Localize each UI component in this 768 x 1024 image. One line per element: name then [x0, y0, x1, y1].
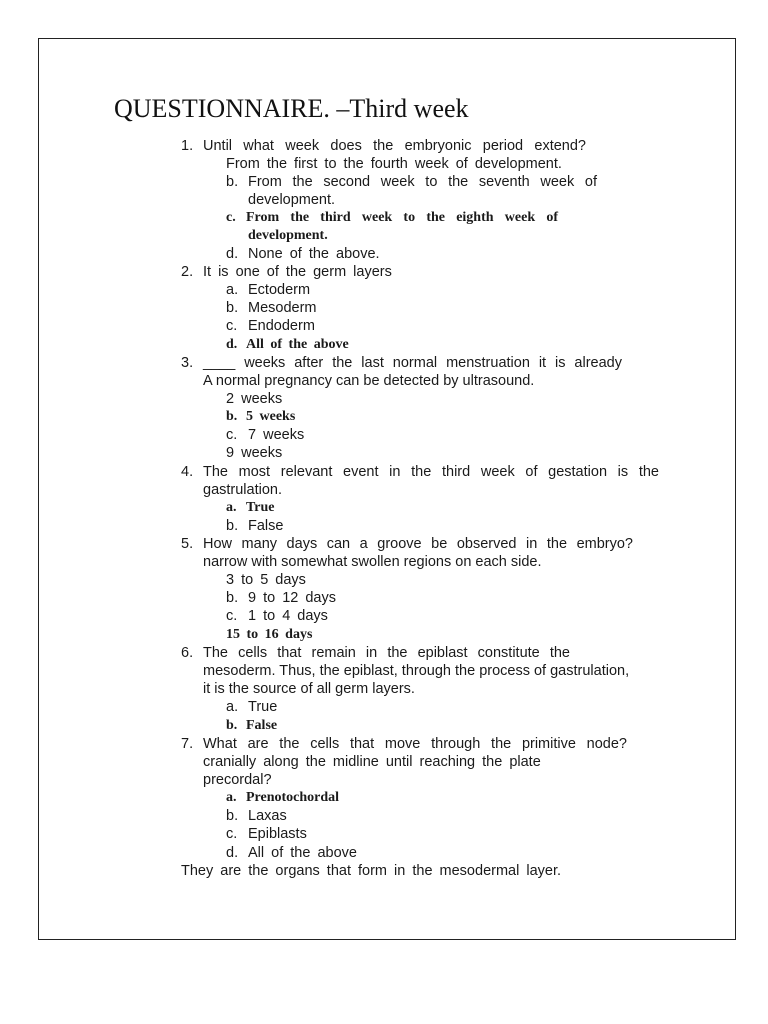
question-number: 6. — [181, 645, 194, 661]
answer-option — [226, 173, 597, 191]
answer-option — [226, 444, 282, 462]
answer-option — [226, 155, 562, 173]
answer-text: 15 to 16 days — [226, 627, 313, 642]
answer-text: From the second week to the seventh week of — [248, 174, 597, 190]
question-number: 5. — [181, 536, 194, 552]
question-text: It is one of the germ layers — [203, 264, 392, 280]
answer-letter: a. — [226, 699, 239, 715]
answer-letter: d. — [226, 337, 238, 352]
answer-text: Endoderm — [248, 318, 315, 334]
question-text-continued: mesoderm. Thus, the epiblast, through the process of gastrulation, — [203, 663, 630, 679]
answer-text: None of the above. — [248, 246, 380, 262]
answer-text: From the third week to the eighth week of — [246, 210, 558, 225]
question-number: 7. — [181, 736, 194, 752]
question-number: 4. — [181, 464, 194, 480]
answer-letter: b. — [226, 718, 238, 733]
answer-letter: c. — [226, 826, 238, 842]
answer-text: True — [248, 699, 278, 715]
question-text: How many days can a groove be observed in the embryo? — [203, 536, 633, 552]
question-7 — [181, 735, 627, 753]
question-text-continued: gastrulation. — [203, 482, 282, 498]
answer-letter: b. — [226, 409, 238, 424]
answer-option-correct — [226, 209, 558, 227]
question-text-continued: narrow with somewhat swollen regions on each side. — [203, 554, 542, 570]
question-number: 1. — [181, 138, 194, 154]
question-4 — [181, 463, 659, 481]
question-1 — [181, 137, 586, 155]
answer-letter: c. — [226, 608, 238, 624]
answer-text: 3 to 5 days — [226, 572, 306, 588]
question-text-continued: cranially along the midline until reaching the plate — [203, 754, 541, 770]
answer-letter: b. — [226, 518, 239, 534]
answer-letter: b. — [226, 300, 239, 316]
answer-text: Laxas — [248, 808, 287, 824]
question-text-continued: precordal? — [203, 772, 272, 788]
answer-letter: b. — [226, 808, 239, 824]
answer-letter: a. — [226, 282, 239, 298]
question-text: What are the cells that move through the primitive node? — [203, 736, 627, 752]
answer-text: From the first to the fourth week of development. — [226, 156, 562, 172]
answer-option-correct — [226, 626, 312, 644]
answer-letter: d. — [226, 845, 239, 861]
answer-text-continued: development. — [248, 228, 328, 243]
question-text: The cells that remain in the epiblast constitute the — [203, 645, 570, 661]
answer-letter: c. — [226, 210, 236, 225]
answer-letter: c. — [226, 427, 238, 443]
answer-text-continued: development. — [248, 192, 336, 208]
question-6 — [181, 644, 570, 662]
question-text-continued: A normal pregnancy can be detected by ultrasound. — [203, 373, 535, 389]
question-5 — [181, 535, 633, 553]
answer-text: 9 weeks — [226, 445, 283, 461]
answer-letter: c. — [226, 318, 238, 334]
answer-letter: a. — [226, 790, 237, 805]
question-3 — [181, 354, 622, 372]
question-text-continued: it is the source of all germ layers. — [203, 681, 415, 697]
question-text: The most relevant event in the third week of gestation is the — [203, 464, 659, 480]
answer-text: 2 weeks — [226, 391, 283, 407]
answer-text: Prenotochordal — [246, 790, 340, 805]
answer-text: True — [246, 500, 275, 515]
answer-text: Epiblasts — [248, 826, 307, 842]
answer-letter: b. — [226, 174, 239, 190]
page-title: QUESTIONNAIRE. –Third week — [114, 94, 469, 123]
answer-letter: d. — [226, 246, 239, 262]
answer-text: False — [248, 518, 284, 534]
answer-text: All of the above — [248, 845, 357, 861]
answer-text: Mesoderm — [248, 300, 317, 316]
answer-text: 9 to 12 days — [248, 590, 336, 606]
answer-option — [226, 390, 282, 408]
answer-letter: a. — [226, 500, 237, 515]
answer-text: 7 weeks — [248, 427, 305, 443]
question-text: ____ weeks after the last normal menstruation it is already — [203, 355, 622, 371]
answer-text: All of the above — [246, 337, 349, 352]
answer-text: False — [246, 718, 278, 733]
question-text: Until what week does the embryonic period extend? — [203, 138, 586, 154]
answer-option — [226, 571, 306, 589]
question-number: 2. — [181, 264, 194, 280]
answer-text: Ectoderm — [248, 282, 311, 298]
question-number: 3. — [181, 355, 194, 371]
answer-text: 1 to 4 days — [248, 608, 328, 624]
closing-statement: They are the organs that form in the mesodermal layer. — [181, 863, 562, 879]
answer-letter: b. — [226, 590, 239, 606]
answer-text: 5 weeks — [246, 409, 296, 424]
